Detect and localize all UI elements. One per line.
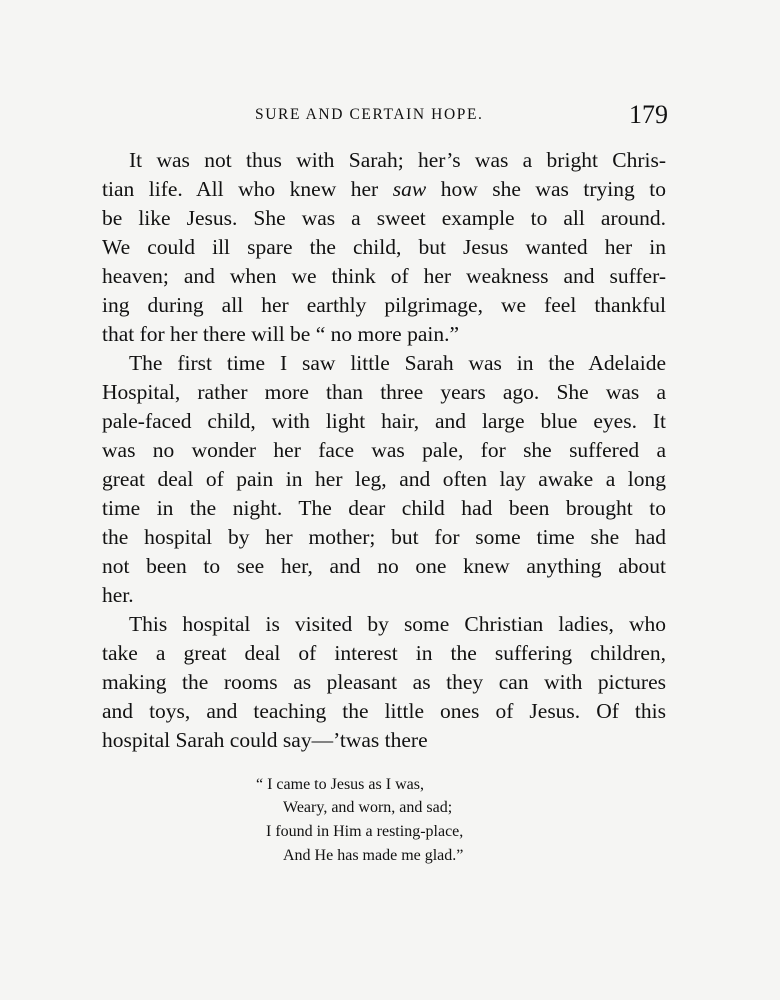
text-line: the hospital by her mother; but for some time she had — [102, 525, 666, 549]
text-segment: how she was trying to — [426, 177, 666, 201]
text-line — [102, 175, 666, 203]
emphasized-word: saw — [392, 177, 427, 201]
verse-line: Weary, and worn, and sad; — [283, 799, 453, 816]
running-head — [0, 100, 780, 130]
verse-line: And He has made me glad.” — [283, 847, 464, 864]
text-line: The first time I saw little Sarah was in the Adelaide — [129, 351, 666, 375]
text-line: time in the night. The dear child had been brought to — [102, 496, 666, 520]
verse-line: “ I came to Jesus as I was, — [256, 776, 424, 793]
text-line: that for her there will be “ no more pain.” — [102, 322, 459, 346]
text-line: was no wonder her face was pale, for she suffered a — [102, 438, 666, 462]
text-line: not been to see her, and no one knew anything about — [102, 554, 666, 578]
page-number: 179 — [629, 100, 668, 129]
text-line: be like Jesus. She was a sweet example to all around. — [102, 206, 666, 230]
text-line: ing during all her earthly pilgrimage, we feel thankful — [102, 293, 666, 317]
running-title: SURE AND CERTAIN HOPE. — [255, 106, 484, 123]
text-line: heaven; and when we think of her weakness and suffer- — [102, 264, 666, 288]
text-line: Hospital, rather more than three years ago. She was a — [102, 380, 666, 404]
text-line: great deal of pain in her leg, and often lay awake a long — [102, 467, 666, 491]
text-line: pale-faced child, with light hair, and large blue eyes. It — [102, 409, 666, 433]
text-line: making the rooms as pleasant as they can with pictures — [102, 670, 666, 694]
text-segment: tian life. All who knew her — [102, 177, 393, 201]
verse-line: I found in Him a resting-place, — [266, 823, 464, 840]
text-line: hospital Sarah could say—’twas there — [102, 728, 428, 752]
text-line: It was not thus with Sarah; her’s was a bright Chris- — [129, 148, 666, 172]
text-line: her. — [102, 583, 134, 607]
text-line: and toys, and teaching the little ones of Jesus. Of this — [102, 699, 666, 723]
text-line: take a great deal of interest in the suffering children, — [102, 641, 666, 665]
text-line: We could ill spare the child, but Jesus wanted her in — [102, 235, 666, 259]
text-line: This hospital is visited by some Christian ladies, who — [129, 612, 666, 636]
